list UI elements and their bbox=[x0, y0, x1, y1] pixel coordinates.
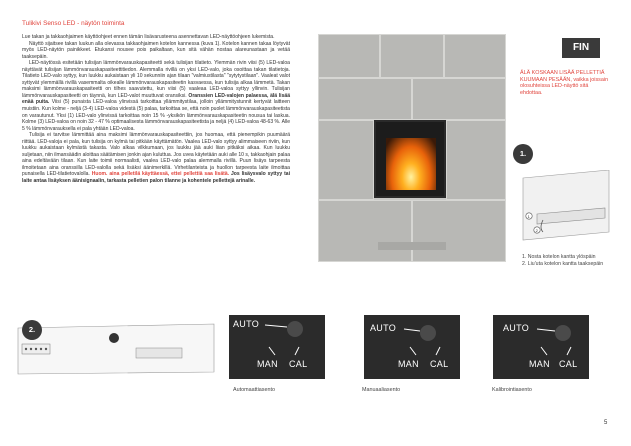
red-note: Huom. aina pelletilä käyttäessä, ettei pellettiä saa lisätä. bbox=[91, 171, 230, 178]
selector-knob bbox=[109, 333, 119, 343]
selector-dial bbox=[229, 315, 325, 379]
label-cal: CAL bbox=[430, 359, 449, 369]
label-cal: CAL bbox=[289, 359, 308, 369]
paragraph-intro: Lue takan ja takkaohjaimen käyttöohjeet ennen tämän lisävarusteena asennettavan LED-näyttöohjeen lukemista. bbox=[22, 34, 275, 40]
caption-calibration: Kalibrointiasento bbox=[492, 387, 532, 393]
paragraph-usage: Tulisija ei tarvitse lämmittää aina maksimi lämmönvarauskapasiteettiin, jos huomaa, että pienempikin puumäärä riittää. LED-valoja ei pala, kun tulisija on kylmä tai pitkään käyttämätön. Vaalea LED-valo syttyy alimmaiseen riviin, kun luukku aukaistaan kylmästä takasta. Valo alkaa vilkkumaan, jos luukku jää auki liian pitkäksi aikaa. Kun luukku suljetaan, niin ilmansäädin aloittaa säätämisen jonkin ajan kuluttua. Jos uvea käytetään auki alle 10 s, takkaohjain palaa aina edeltävään tilaan. Kun laite toimii normaalisti, vaalea LED-valo palaa alemmalla rivillä. Puun lisäys tarpeesta ilmoitetaan aina oranssilla LED-valolla sekä lisäksi äänimerkillä. Virhetilanteista ja huollon tarpeesta laite ilmoittaa punaisella LED-tilatietovalolla. Huom. aina pelletilä käyttäessä, ettei pellettiä saa lisätä. Jos lisäysvalo syttyy tai laite antaa lisäyksen äänisignaalin, tarkasta pelletien palon tilanne ja kohentele pellettejä arinalle. bbox=[22, 132, 290, 185]
paragraph-location: Näyttö sijaitsee takan luukun alla olevassa takkaohjaimen kotelon kannessa (kuva 1). Kotelon kannen takaa löytyvät myös LED-näytön painikkeet. Etukansi nousee pois paikaltaan, kun sitä vähän nostaa alareunastaan ja vetää taaksepäin. bbox=[22, 40, 290, 60]
mode-panel-auto bbox=[229, 315, 325, 379]
mode-panel-manual bbox=[364, 315, 460, 379]
step-item: 1. Nosta kotelon kantta ylöspäin bbox=[522, 254, 596, 260]
paragraph-led-info: LED-näytössä esitetään tulisijan lämmönvarauskapasiteetti sekä tulisijan tilatieto. Ylemmän rivin viisi (5) LED-valoa näyttävät tulisijan lämmönvarauskapasiteettitiedon. Alemmalla rivillä on yksi LED-valo, joka osoittaa takan tilatietoja. Tilatieto LED-valo syttyy, kun luukku aukaistaan yli 10 sekunniin ajan tilaan "valmiustilasta" "sytytystilaan". Vaaleat valot syttyvät ylemmällä rivillä vasemmalta oikealle lämmönvarauskapasiteetin kasvaessa, kun tulisija alkaa lämmetä. Takan maksimi lämmönvarauskapasiteetti on tilhes saavutettu, kun viisi (5) vaaleaa LED-valoa syttyy yllinvin. Tulisijan lämmönvarauskapasiteetti on täynnä, kun LED-valot muuttuvat oransiksi. Oranssien LED-valojen palaessa, älä lisää enää puita. Viisi (5) punaista LED-valoa ylinvissä tarkoittaa yllämmitystilaa, jolloin yllämmitystunnit kertyvät laitteen muistiin. Kun kolme - neljä (3-4) LED-valoa videstä (5) palaa, tarkoittaa se, että noin puolet lämmönvarauskapasiteetista on varautunut. Yksi (1) LED-valo ylinvissä tarkoittaa noin 15 % -yksikön lämmönvarauskapasiteetin nousua tai laskua. Kolme (3) LED-valoa on noin 32 - 47 % optimaalisesta lämmönvarauskapasiteetista ja neljä (4) LED-valoa 48-63 %. Alle 5 % lämmönvarauksella ei pala yhtään LED-valoa. bbox=[22, 60, 291, 132]
cover-diagram bbox=[513, 170, 613, 248]
bold-warning: Oranssien LED-valojen palaessa, älä lisää enää puita. bbox=[22, 92, 291, 106]
control-panel-diagram bbox=[16, 318, 216, 376]
control-cover bbox=[378, 242, 446, 250]
step-item: 2. Liu'uta kotelon kantta taaksepäin bbox=[522, 261, 604, 267]
label-auto: AUTO bbox=[503, 323, 530, 333]
step-badge-2: 2. bbox=[22, 320, 42, 340]
firebox bbox=[374, 120, 446, 198]
selector-dial bbox=[493, 315, 589, 379]
svg-text:1: 1 bbox=[527, 214, 530, 219]
svg-text:2: 2 bbox=[535, 228, 538, 233]
step-list bbox=[522, 254, 603, 268]
label-cal: CAL bbox=[559, 359, 578, 369]
pellet-warning: ÄLÄ KOSKAAN LISÄÄ PELLETTIÄ KUUMAAN PESÄÄN, vaikka joissain olosuhteissa LED-näyttö sitä ehdottaa. bbox=[520, 70, 609, 96]
label-auto: AUTO bbox=[233, 319, 260, 329]
language-tag: FIN bbox=[562, 38, 600, 58]
caption-manual: Manuaaliasento bbox=[362, 387, 401, 393]
selector-dial bbox=[364, 315, 460, 379]
mode-panel-calibration bbox=[493, 315, 589, 379]
page-header: Tulikivi Senso LED - näytön toiminta bbox=[22, 20, 125, 27]
bold-note: Jos lisäysvalo syttyy tai laite antaa lisäyksen äänisignaalin, tarkasta pelletien palon tilanne ja kohentele pellettejä arinalle. bbox=[22, 171, 290, 185]
body-text bbox=[22, 34, 290, 185]
label-man: MAN bbox=[529, 359, 550, 369]
label-man: MAN bbox=[398, 359, 419, 369]
label-auto: AUTO bbox=[370, 323, 397, 333]
fire-glow bbox=[386, 138, 436, 190]
caption-auto: Automaattiasento bbox=[233, 387, 275, 393]
page-number: 5 bbox=[604, 420, 608, 426]
label-man: MAN bbox=[257, 359, 278, 369]
fireplace-photo bbox=[318, 34, 506, 262]
step-badge-1: 1. bbox=[513, 144, 533, 164]
